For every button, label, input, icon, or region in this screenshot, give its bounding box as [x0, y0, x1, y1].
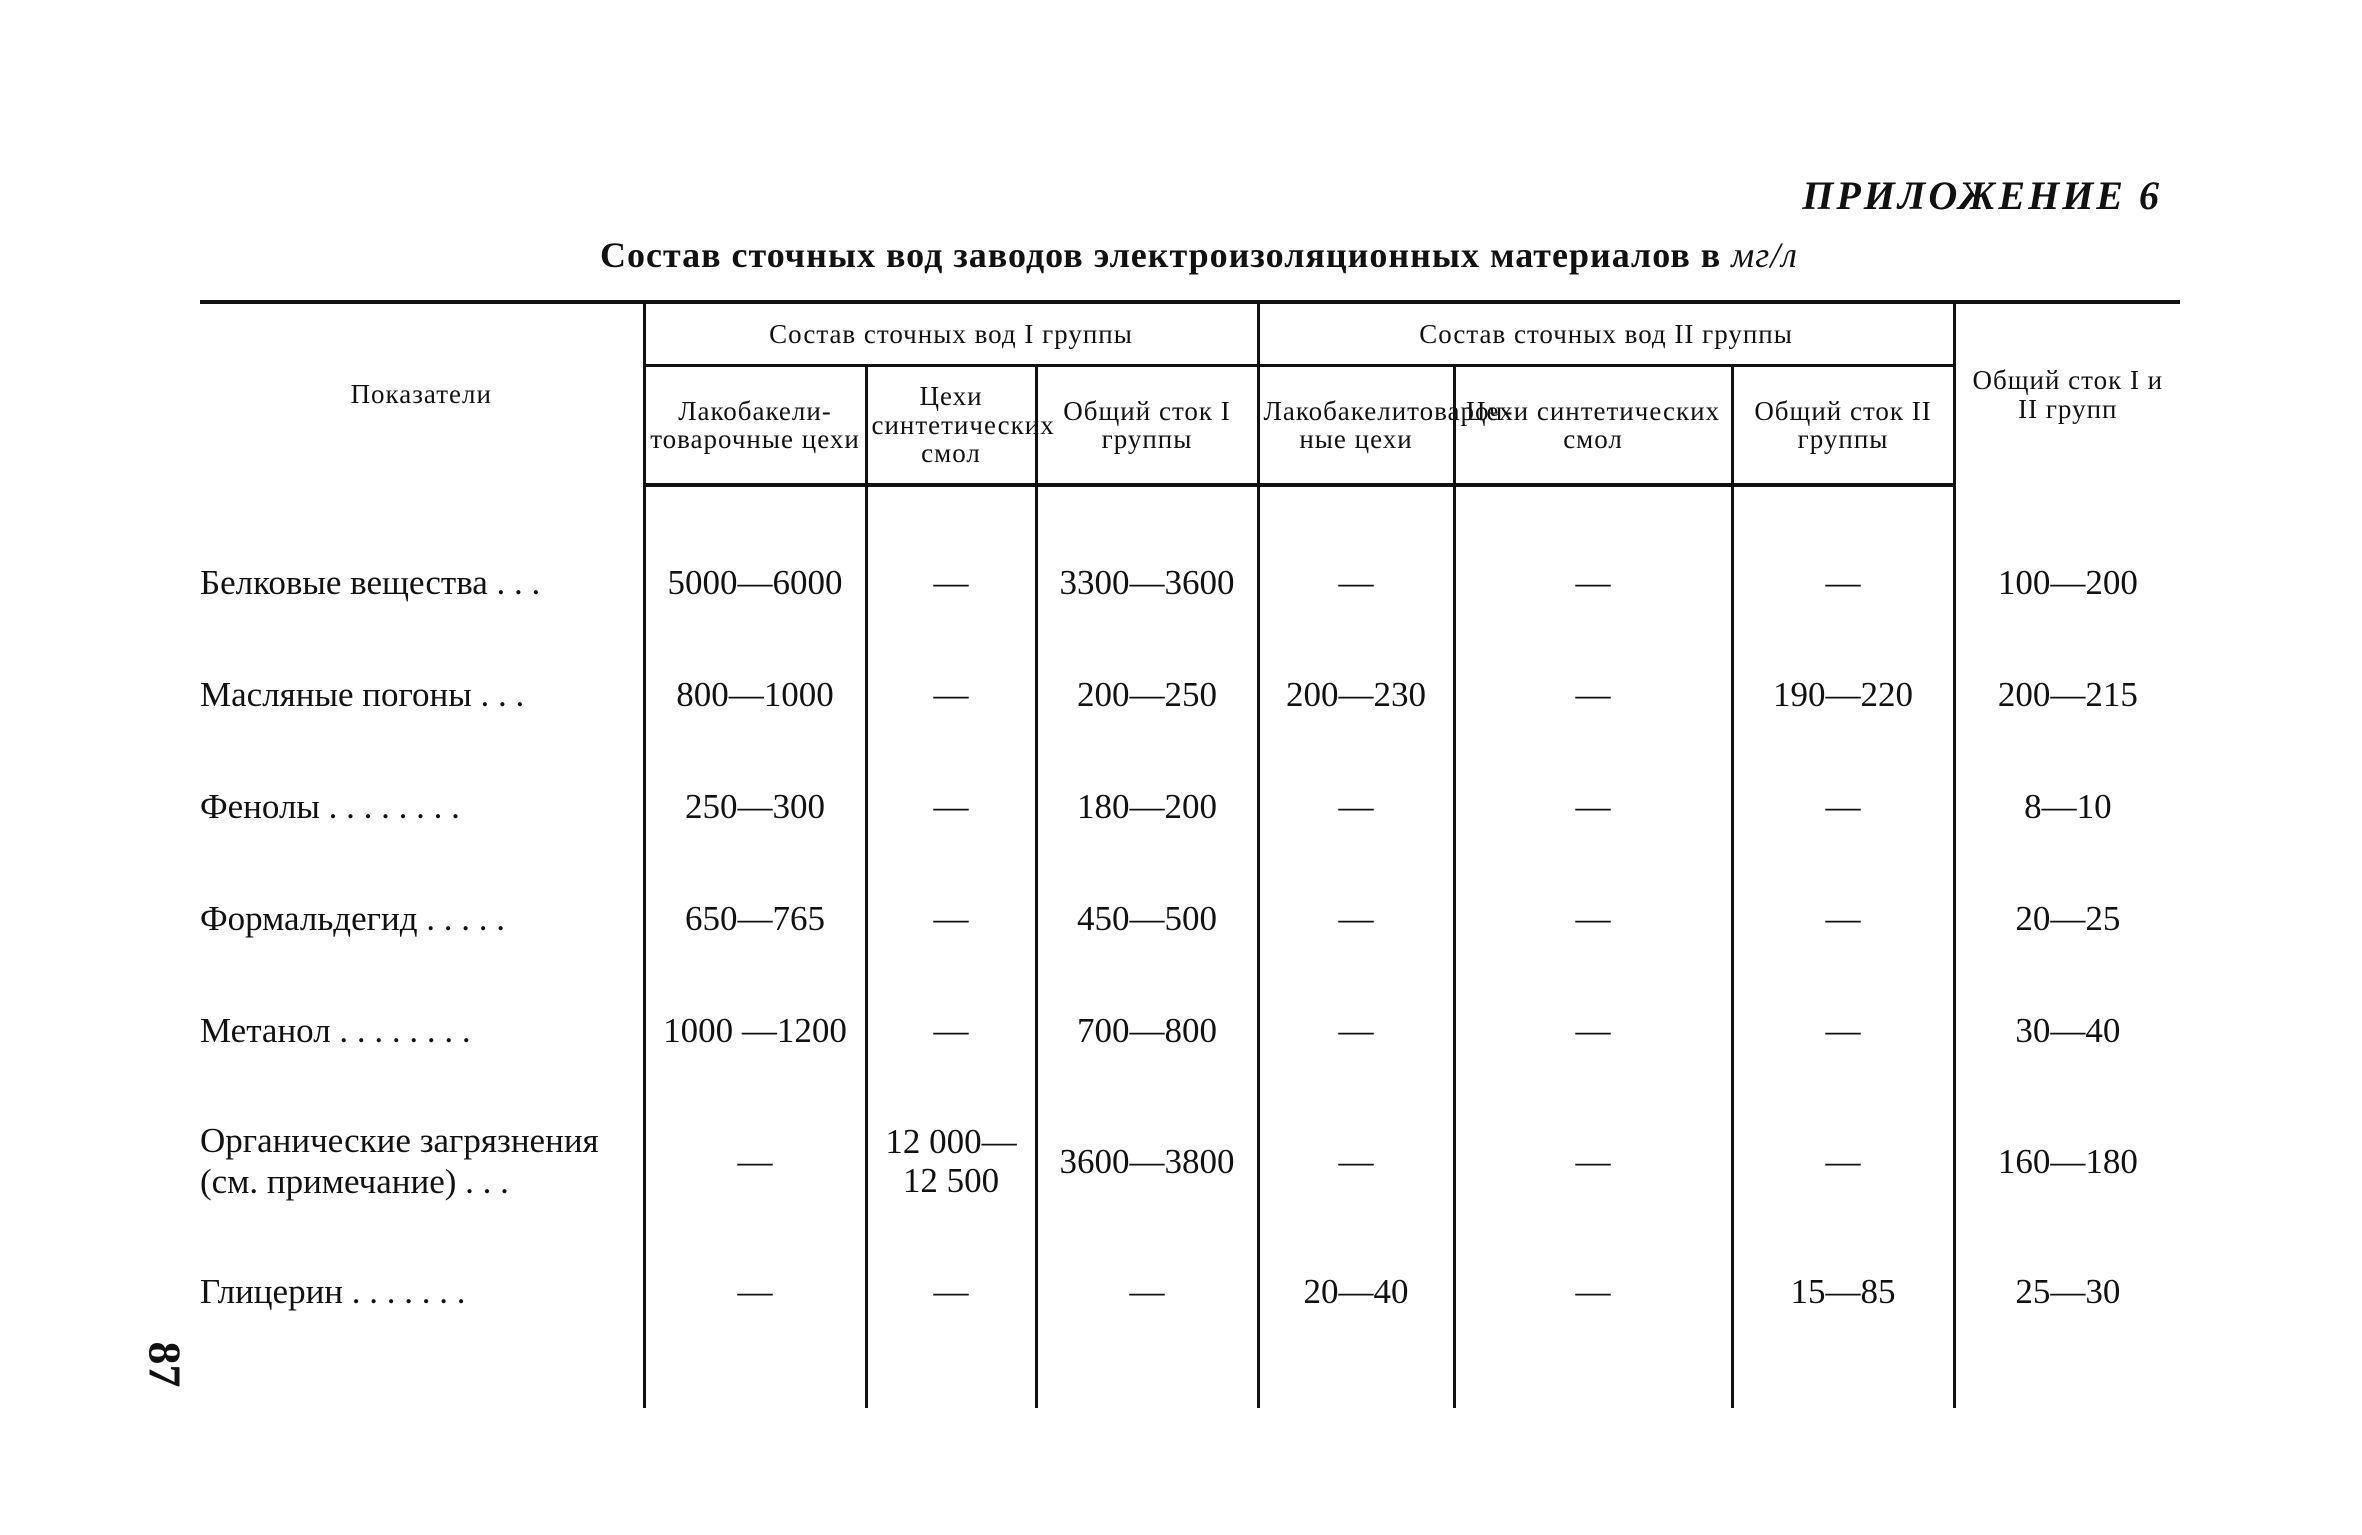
title-text: Состав сточных вод заводов электроизоляционных материалов в — [600, 235, 1722, 275]
cell-g1-total: 3600—3800 — [1036, 1087, 1258, 1236]
header-group-2: Состав сточных вод II группы — [1258, 302, 1954, 366]
cell-g2-total: 15—85 — [1732, 1236, 1954, 1348]
cell-g2-resins: — — [1454, 527, 1732, 639]
cell-g1-lacquer: 650—765 — [644, 863, 866, 975]
cell-g2-resins: — — [1454, 975, 1732, 1087]
cell-total: 30—40 — [1954, 975, 2180, 1087]
cell-total: 20—25 — [1954, 863, 2180, 975]
cell-g1-lacquer: 1000 —1200 — [644, 975, 866, 1087]
cell-total: 8—10 — [1954, 751, 2180, 863]
cell-total: 25—30 — [1954, 1236, 2180, 1348]
cell-g2-resins: — — [1454, 639, 1732, 751]
cell-g2-lacquer: — — [1258, 1087, 1454, 1236]
header-total: Общий сток I и II групп — [1954, 302, 2180, 485]
appendix-label: ПРИЛОЖЕНИЕ 6 — [1802, 173, 2162, 218]
cell-g2-resins: — — [1454, 863, 1732, 975]
table-row — [200, 975, 2180, 1087]
cell-g1-lacquer: — — [644, 1087, 866, 1236]
cell-total: 200—215 — [1954, 639, 2180, 751]
cell-g1-resins: 12 000— 12 500 — [866, 1087, 1036, 1236]
cell-g1-total: — — [1036, 1236, 1258, 1348]
header-indicators: Показатели — [200, 302, 644, 485]
table-row — [200, 527, 2180, 639]
cell-g2-total: — — [1732, 1087, 1954, 1236]
table-row — [200, 863, 2180, 975]
row-label: Органические загрязнения (см. примечание) . . . — [200, 1121, 599, 1201]
cell-g1-total: 450—500 — [1036, 863, 1258, 975]
cell-g2-lacquer: 20—40 — [1258, 1236, 1454, 1348]
table-row — [200, 1087, 2180, 1236]
cell-g2-resins: — — [1454, 1087, 1732, 1236]
spacer-row — [200, 485, 2180, 527]
subheader-g2-lacquer: Лакобакелитовароч-ные цехи — [1258, 366, 1454, 486]
end-row — [200, 1348, 2180, 1408]
cell-total: 100—200 — [1954, 527, 2180, 639]
cell-g2-lacquer: — — [1258, 975, 1454, 1087]
cell-g1-resins: — — [866, 1236, 1036, 1348]
cell-g2-total: 190—220 — [1732, 639, 1954, 751]
row-label: Масляные погоны . . . — [200, 674, 525, 714]
cell-g2-total: — — [1732, 863, 1954, 975]
table-row — [200, 639, 2180, 751]
cell-g1-lacquer: 800—1000 — [644, 639, 866, 751]
cell-g1-total: 200—250 — [1036, 639, 1258, 751]
subheader-g1-resins: Цехи синтетических смол — [866, 366, 1036, 486]
cell-g2-lacquer: — — [1258, 751, 1454, 863]
table-row — [200, 751, 2180, 863]
subheader-g1-lacquer: Лакобакели-товарочные цехи — [644, 366, 866, 486]
cell-g2-resins: — — [1454, 751, 1732, 863]
cell-g1-lacquer: 250—300 — [644, 751, 866, 863]
composition-table — [200, 300, 2180, 1408]
cell-g2-total: — — [1732, 975, 1954, 1087]
header-group-1: Состав сточных вод I группы — [644, 302, 1258, 366]
cell-total: 160—180 — [1954, 1087, 2180, 1236]
row-label: Метанол . . . . . . . . — [200, 1010, 471, 1050]
subheader-g2-total: Общий сток II группы — [1732, 366, 1954, 486]
cell-g1-resins: — — [866, 639, 1036, 751]
cell-g1-lacquer: 5000—6000 — [644, 527, 866, 639]
cell-g1-resins: — — [866, 863, 1036, 975]
subheader-g2-resins: Цехи синтетических смол — [1454, 366, 1732, 486]
row-label: Белковые вещества . . . — [200, 562, 541, 602]
cell-g2-lacquer: 200—230 — [1258, 639, 1454, 751]
cell-g2-lacquer: — — [1258, 863, 1454, 975]
cell-g1-resins: — — [866, 751, 1036, 863]
cell-g1-resins: — — [866, 527, 1036, 639]
cell-g2-total: — — [1732, 527, 1954, 639]
cell-g1-lacquer: — — [644, 1236, 866, 1348]
cell-g1-total: 700—800 — [1036, 975, 1258, 1087]
page-number: 87 — [139, 1341, 191, 1388]
cell-g2-lacquer: — — [1258, 527, 1454, 639]
cell-g2-resins: — — [1454, 1236, 1732, 1348]
page-title — [600, 234, 1798, 276]
row-label: Фенолы . . . . . . . . — [200, 786, 460, 826]
subheader-g1-total: Общий сток I группы — [1036, 366, 1258, 486]
table-row — [200, 1236, 2180, 1348]
cell-g1-total: 180—200 — [1036, 751, 1258, 863]
row-label: Формальдегид . . . . . — [200, 898, 506, 938]
row-label: Глицерин . . . . . . . — [200, 1271, 466, 1311]
cell-g1-total: 3300—3600 — [1036, 527, 1258, 639]
title-unit: мг/л — [1731, 235, 1798, 275]
cell-g1-resins: — — [866, 975, 1036, 1087]
cell-g2-total: — — [1732, 751, 1954, 863]
